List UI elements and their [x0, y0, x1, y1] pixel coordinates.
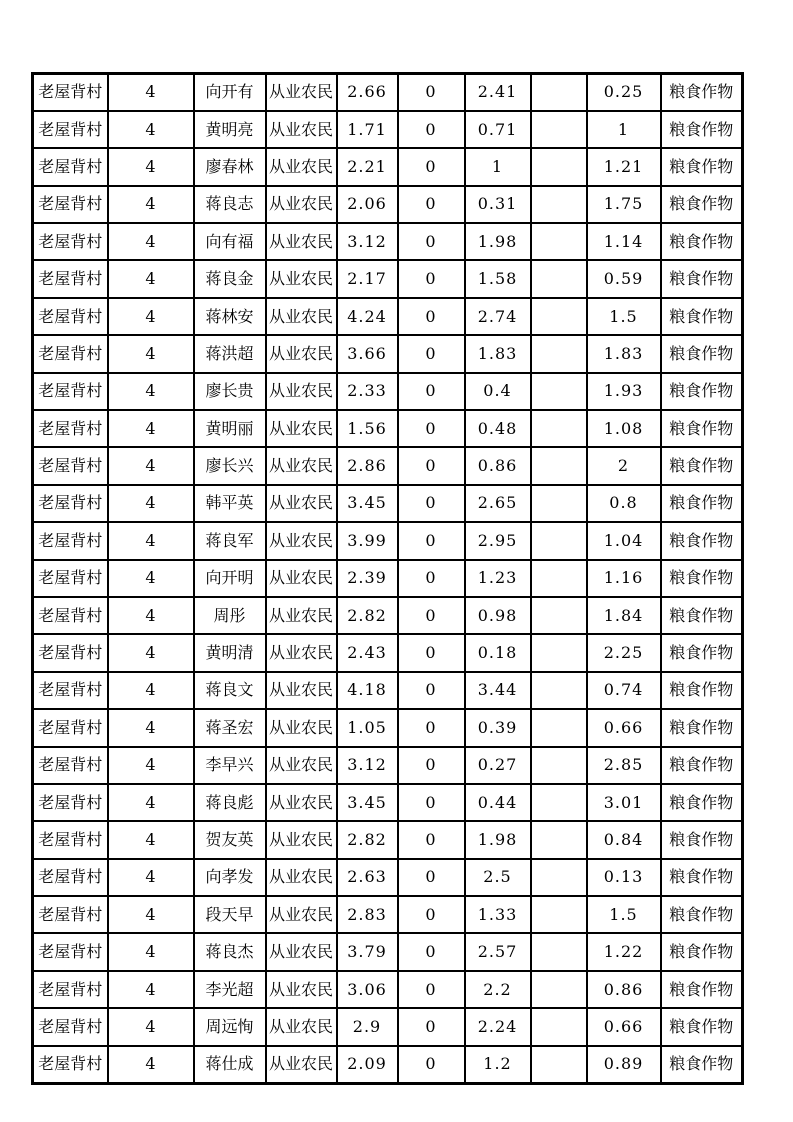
table-row [33, 298, 743, 335]
table-cell: 老屋背村 [33, 485, 108, 522]
table-cell: 蒋良金 [194, 260, 266, 297]
table-cell [531, 747, 587, 784]
data-table [31, 72, 744, 1085]
table-cell: 4 [108, 1046, 194, 1083]
table-cell: 0.8 [587, 485, 661, 522]
table-cell: 老屋背村 [33, 223, 108, 260]
table-cell: 贺友英 [194, 821, 266, 858]
table-cell: 粮食作物 [661, 1008, 743, 1045]
table-row [33, 784, 743, 821]
table-row [33, 1046, 743, 1083]
table-cell [531, 896, 587, 933]
table-cell: 0 [398, 597, 465, 634]
table-cell: 从业农民 [266, 784, 337, 821]
table-cell: 从业农民 [266, 522, 337, 559]
table-row [33, 1008, 743, 1045]
table-cell [531, 74, 587, 111]
table-cell: 粮食作物 [661, 896, 743, 933]
table-cell: 蒋良彪 [194, 784, 266, 821]
table-cell: 1.2 [465, 1046, 531, 1083]
table-cell: 1.71 [337, 111, 398, 148]
table-cell: 4 [108, 933, 194, 970]
table-cell: 从业农民 [266, 933, 337, 970]
table-cell: 老屋背村 [33, 971, 108, 1008]
table-cell: 3.66 [337, 335, 398, 372]
table-cell: 粮食作物 [661, 186, 743, 223]
table-cell: 老屋背村 [33, 522, 108, 559]
table-cell: 1.56 [337, 410, 398, 447]
table-cell: 2.06 [337, 186, 398, 223]
table-cell: 2 [587, 447, 661, 484]
table-cell: 4 [108, 373, 194, 410]
table-cell: 2.25 [587, 634, 661, 671]
table-cell: 2.82 [337, 597, 398, 634]
table-cell: 0 [398, 709, 465, 746]
table-cell: 4 [108, 747, 194, 784]
table-cell: 2.85 [587, 747, 661, 784]
table-cell: 从业农民 [266, 410, 337, 447]
table-cell: 从业农民 [266, 223, 337, 260]
table-cell: 粮食作物 [661, 223, 743, 260]
table-cell: 0 [398, 896, 465, 933]
table-cell: 0 [398, 373, 465, 410]
table-cell: 向孝发 [194, 859, 266, 896]
table-cell: 粮食作物 [661, 859, 743, 896]
table-cell: 蒋良军 [194, 522, 266, 559]
table-cell: 粮食作物 [661, 410, 743, 447]
table-cell [531, 410, 587, 447]
table-cell: 老屋背村 [33, 148, 108, 185]
table-cell: 1.16 [587, 560, 661, 597]
table-cell: 李早兴 [194, 747, 266, 784]
table-cell: 4.18 [337, 672, 398, 709]
table-cell: 4 [108, 186, 194, 223]
table-cell: 2.82 [337, 821, 398, 858]
table-row [33, 111, 743, 148]
table-cell: 4 [108, 485, 194, 522]
table-cell: 1 [587, 111, 661, 148]
table-cell: 2.09 [337, 1046, 398, 1083]
table-row [33, 74, 743, 111]
table-cell: 3.12 [337, 747, 398, 784]
table-cell: 0 [398, 186, 465, 223]
table-cell: 0.89 [587, 1046, 661, 1083]
table-cell [531, 522, 587, 559]
table-cell: 0 [398, 111, 465, 148]
table-cell: 0.98 [465, 597, 531, 634]
table-cell: 老屋背村 [33, 447, 108, 484]
table-cell [531, 672, 587, 709]
table-cell [531, 560, 587, 597]
table-cell: 1.23 [465, 560, 531, 597]
table-cell: 1.58 [465, 260, 531, 297]
table-cell: 从业农民 [266, 485, 337, 522]
table-cell: 0.27 [465, 747, 531, 784]
table-cell: 蒋良志 [194, 186, 266, 223]
table-cell: 1.98 [465, 821, 531, 858]
table-cell: 0.86 [465, 447, 531, 484]
table-cell [531, 223, 587, 260]
table-cell: 3.44 [465, 672, 531, 709]
table-cell: 粮食作物 [661, 709, 743, 746]
table-row [33, 260, 743, 297]
table-cell: 从业农民 [266, 859, 337, 896]
table-cell: 蒋良文 [194, 672, 266, 709]
table-cell: 2.2 [465, 971, 531, 1008]
table-row [33, 373, 743, 410]
table-cell: 老屋背村 [33, 373, 108, 410]
table-cell: 粮食作物 [661, 111, 743, 148]
table-cell: 4 [108, 672, 194, 709]
table-row [33, 821, 743, 858]
table-cell [531, 709, 587, 746]
table-cell: 2.83 [337, 896, 398, 933]
table-cell: 0.84 [587, 821, 661, 858]
table-cell: 4 [108, 111, 194, 148]
table-cell: 2.43 [337, 634, 398, 671]
table-cell: 1.83 [587, 335, 661, 372]
table-cell: 4 [108, 634, 194, 671]
table-cell: 老屋背村 [33, 335, 108, 372]
table-cell: 老屋背村 [33, 560, 108, 597]
table-cell: 2.66 [337, 74, 398, 111]
table-cell: 老屋背村 [33, 672, 108, 709]
table-cell: 0 [398, 447, 465, 484]
table-cell: 从业农民 [266, 821, 337, 858]
table-cell: 0 [398, 148, 465, 185]
table-cell: 老屋背村 [33, 709, 108, 746]
table-body [33, 74, 743, 1084]
table-cell: 0.66 [587, 709, 661, 746]
table-cell: 段天早 [194, 896, 266, 933]
table-cell [531, 111, 587, 148]
table-cell: 2.63 [337, 859, 398, 896]
table-cell [531, 784, 587, 821]
table-cell: 3.01 [587, 784, 661, 821]
table-cell: 1.93 [587, 373, 661, 410]
table-cell: 老屋背村 [33, 410, 108, 447]
table-cell: 老屋背村 [33, 821, 108, 858]
table-cell: 老屋背村 [33, 747, 108, 784]
table-cell: 粮食作物 [661, 597, 743, 634]
table-cell: 2.21 [337, 148, 398, 185]
table-cell: 粮食作物 [661, 784, 743, 821]
table-cell: 2.33 [337, 373, 398, 410]
table-cell: 1 [465, 148, 531, 185]
table-cell: 1.05 [337, 709, 398, 746]
table-cell: 0 [398, 933, 465, 970]
table-cell: 廖长兴 [194, 447, 266, 484]
table-cell: 向有福 [194, 223, 266, 260]
table-cell: 0.44 [465, 784, 531, 821]
table-cell: 2.74 [465, 298, 531, 335]
table-cell: 粮食作物 [661, 971, 743, 1008]
table-cell [531, 373, 587, 410]
table-cell: 0.4 [465, 373, 531, 410]
table-row [33, 896, 743, 933]
table-row [33, 223, 743, 260]
table-cell: 老屋背村 [33, 859, 108, 896]
table-cell: 2.39 [337, 560, 398, 597]
table-cell: 蒋洪超 [194, 335, 266, 372]
table-cell: 粮食作物 [661, 672, 743, 709]
table-cell: 0 [398, 821, 465, 858]
table-cell: 粮食作物 [661, 560, 743, 597]
table-cell: 黄明亮 [194, 111, 266, 148]
table-row [33, 672, 743, 709]
table-row [33, 597, 743, 634]
table-cell: 老屋背村 [33, 597, 108, 634]
table-cell: 向开明 [194, 560, 266, 597]
table-cell: 1.98 [465, 223, 531, 260]
table-cell: 0.74 [587, 672, 661, 709]
table-cell: 1.5 [587, 896, 661, 933]
table-cell: 粮食作物 [661, 373, 743, 410]
table-cell: 从业农民 [266, 298, 337, 335]
table-cell: 4 [108, 410, 194, 447]
table-cell: 粮食作物 [661, 933, 743, 970]
table-cell: 从业农民 [266, 597, 337, 634]
table-cell: 从业农民 [266, 111, 337, 148]
table-cell: 0.39 [465, 709, 531, 746]
table-row [33, 859, 743, 896]
table-cell: 1.21 [587, 148, 661, 185]
table-cell: 0.13 [587, 859, 661, 896]
table-cell: 0 [398, 784, 465, 821]
table-cell: 0 [398, 971, 465, 1008]
table-cell: 0.86 [587, 971, 661, 1008]
table-cell: 廖长贵 [194, 373, 266, 410]
table-cell: 韩平英 [194, 485, 266, 522]
table-cell: 2.9 [337, 1008, 398, 1045]
table-row [33, 971, 743, 1008]
table-row [33, 485, 743, 522]
table-row [33, 148, 743, 185]
table-cell: 2.41 [465, 74, 531, 111]
table-row [33, 447, 743, 484]
table-cell: 4 [108, 223, 194, 260]
table-cell: 4 [108, 709, 194, 746]
table-cell: 2.65 [465, 485, 531, 522]
table-cell: 1.33 [465, 896, 531, 933]
table-cell: 2.57 [465, 933, 531, 970]
table-cell: 蒋林安 [194, 298, 266, 335]
table-cell: 从业农民 [266, 260, 337, 297]
table-cell: 0 [398, 410, 465, 447]
table-cell [531, 821, 587, 858]
table-row [33, 634, 743, 671]
table-cell: 4 [108, 298, 194, 335]
table-cell: 蒋圣宏 [194, 709, 266, 746]
table-cell: 从业农民 [266, 672, 337, 709]
table-cell: 老屋背村 [33, 1008, 108, 1045]
table-row [33, 933, 743, 970]
table-cell: 粮食作物 [661, 447, 743, 484]
table-cell: 蒋良杰 [194, 933, 266, 970]
table-cell [531, 298, 587, 335]
table-cell: 从业农民 [266, 1008, 337, 1045]
table-cell: 周远恂 [194, 1008, 266, 1045]
table-cell: 粮食作物 [661, 821, 743, 858]
table-cell: 4 [108, 74, 194, 111]
table-cell: 从业农民 [266, 148, 337, 185]
table-cell: 2.5 [465, 859, 531, 896]
table-cell: 4 [108, 148, 194, 185]
table-cell: 1.84 [587, 597, 661, 634]
table-row [33, 410, 743, 447]
table-cell: 粮食作物 [661, 260, 743, 297]
table-cell: 黄明丽 [194, 410, 266, 447]
table-row [33, 747, 743, 784]
table-row [33, 522, 743, 559]
table-cell: 粮食作物 [661, 74, 743, 111]
table-cell: 老屋背村 [33, 186, 108, 223]
table-cell: 4 [108, 597, 194, 634]
table-row [33, 186, 743, 223]
table-cell: 3.06 [337, 971, 398, 1008]
table-cell: 4 [108, 859, 194, 896]
table-cell: 1.08 [587, 410, 661, 447]
table-cell [531, 260, 587, 297]
table-cell [531, 335, 587, 372]
table-cell: 老屋背村 [33, 298, 108, 335]
table-cell: 0 [398, 74, 465, 111]
table-cell: 0.31 [465, 186, 531, 223]
table-cell [531, 148, 587, 185]
table-cell: 0.66 [587, 1008, 661, 1045]
table-cell: 粮食作物 [661, 148, 743, 185]
table-cell: 从业农民 [266, 74, 337, 111]
table-cell: 蒋仕成 [194, 1046, 266, 1083]
table-cell: 老屋背村 [33, 634, 108, 671]
table-cell [531, 933, 587, 970]
table-cell [531, 971, 587, 1008]
table-cell: 从业农民 [266, 896, 337, 933]
table-cell: 0 [398, 1008, 465, 1045]
table-cell [531, 1046, 587, 1083]
table-cell: 2.24 [465, 1008, 531, 1045]
table-cell [531, 447, 587, 484]
table-cell: 老屋背村 [33, 111, 108, 148]
table-cell: 从业农民 [266, 1046, 337, 1083]
table-cell: 0.71 [465, 111, 531, 148]
table-cell [531, 485, 587, 522]
table-cell: 4 [108, 560, 194, 597]
table-cell: 0 [398, 859, 465, 896]
table-cell: 1.14 [587, 223, 661, 260]
table-cell: 黄明清 [194, 634, 266, 671]
table-cell: 李光超 [194, 971, 266, 1008]
table-cell: 0.48 [465, 410, 531, 447]
table-cell: 0 [398, 672, 465, 709]
table-cell: 0 [398, 522, 465, 559]
table-row [33, 335, 743, 372]
table-cell: 0 [398, 223, 465, 260]
table-cell: 廖春林 [194, 148, 266, 185]
table-cell: 从业农民 [266, 373, 337, 410]
table-cell: 4 [108, 335, 194, 372]
table-cell: 从业农民 [266, 335, 337, 372]
table-row [33, 560, 743, 597]
table-cell: 4 [108, 784, 194, 821]
table-cell: 3.45 [337, 784, 398, 821]
table-cell: 从业农民 [266, 186, 337, 223]
table-cell: 老屋背村 [33, 784, 108, 821]
table-cell: 0 [398, 260, 465, 297]
table-cell: 粮食作物 [661, 747, 743, 784]
table-cell: 老屋背村 [33, 896, 108, 933]
table-row [33, 709, 743, 746]
table-cell: 0.18 [465, 634, 531, 671]
table-cell: 粮食作物 [661, 485, 743, 522]
table-cell: 0.59 [587, 260, 661, 297]
table-cell: 1.04 [587, 522, 661, 559]
table-cell: 粮食作物 [661, 1046, 743, 1083]
table-cell: 2.17 [337, 260, 398, 297]
table-cell: 粮食作物 [661, 298, 743, 335]
table-cell: 0 [398, 560, 465, 597]
table-cell: 老屋背村 [33, 933, 108, 970]
table-cell: 从业农民 [266, 447, 337, 484]
table-cell [531, 186, 587, 223]
table-cell: 1.75 [587, 186, 661, 223]
table-cell [531, 597, 587, 634]
table-cell: 0 [398, 1046, 465, 1083]
table-cell: 老屋背村 [33, 260, 108, 297]
table-cell: 0 [398, 335, 465, 372]
table-cell: 4 [108, 260, 194, 297]
table-cell: 4 [108, 896, 194, 933]
table-cell: 0 [398, 298, 465, 335]
table-cell: 向开有 [194, 74, 266, 111]
table-cell: 1.5 [587, 298, 661, 335]
table-cell: 周彤 [194, 597, 266, 634]
table-cell: 从业农民 [266, 747, 337, 784]
table-cell: 4 [108, 971, 194, 1008]
table-cell [531, 859, 587, 896]
table-cell: 2.95 [465, 522, 531, 559]
table-cell: 从业农民 [266, 560, 337, 597]
table-cell: 1.22 [587, 933, 661, 970]
table-cell: 3.79 [337, 933, 398, 970]
table-cell: 0 [398, 485, 465, 522]
table-cell: 4 [108, 522, 194, 559]
table-cell: 粮食作物 [661, 634, 743, 671]
table-cell: 从业农民 [266, 971, 337, 1008]
table-cell [531, 634, 587, 671]
table-cell: 从业农民 [266, 634, 337, 671]
table-cell: 3.12 [337, 223, 398, 260]
table-cell: 老屋背村 [33, 74, 108, 111]
table-cell: 4 [108, 447, 194, 484]
table-cell: 3.45 [337, 485, 398, 522]
table-cell [531, 1008, 587, 1045]
table-cell: 1.83 [465, 335, 531, 372]
table-cell: 粮食作物 [661, 522, 743, 559]
table-cell: 0 [398, 747, 465, 784]
table-cell: 4 [108, 1008, 194, 1045]
table-cell: 老屋背村 [33, 1046, 108, 1083]
table-cell: 2.86 [337, 447, 398, 484]
table-cell: 粮食作物 [661, 335, 743, 372]
table-cell: 从业农民 [266, 709, 337, 746]
table-cell: 4.24 [337, 298, 398, 335]
table-cell: 3.99 [337, 522, 398, 559]
table-cell: 0 [398, 634, 465, 671]
table-cell: 4 [108, 821, 194, 858]
table-cell: 0.25 [587, 74, 661, 111]
